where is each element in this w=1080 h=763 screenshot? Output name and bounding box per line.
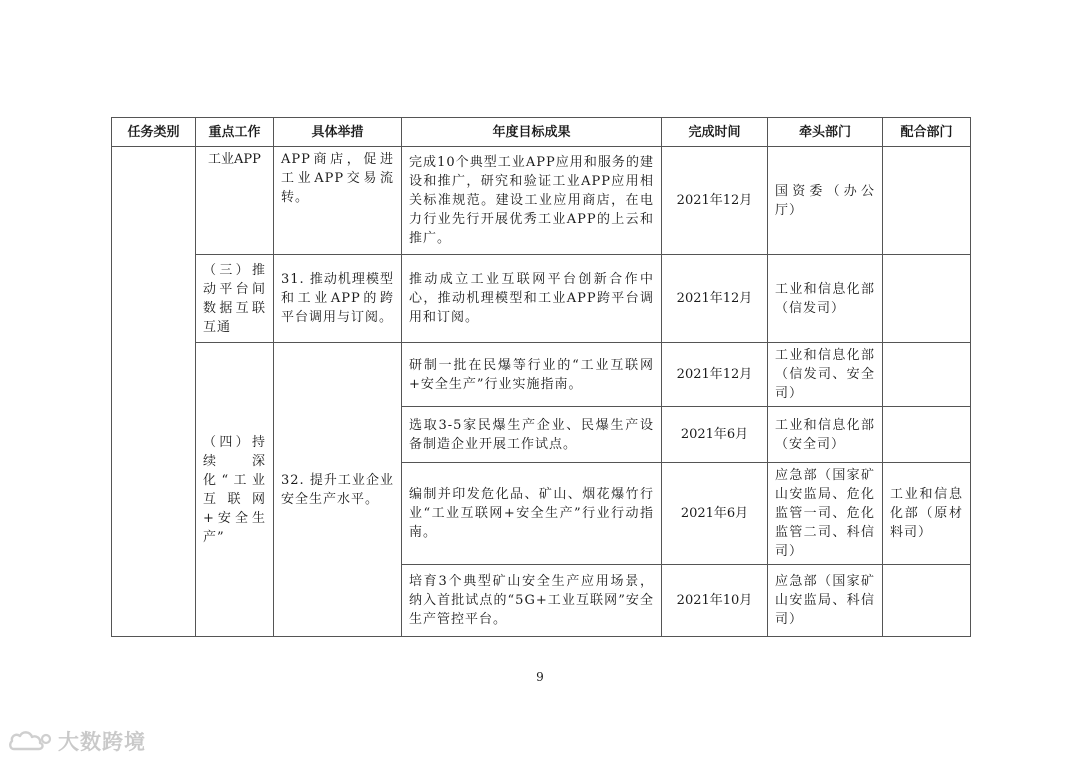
header-annual-goal: 年度目标成果 [402,118,662,147]
header-lead-department: 牵头部门 [768,118,883,147]
coop-dept-cell [883,407,971,463]
lead-dept-cell: 工业和信息化部（信发司） [768,255,883,343]
coop-dept-cell [883,255,971,343]
goal-cell: 推动成立工业互联网平台创新合作中心，推动机理模型和工业APP跨平台调用和订阅。 [402,255,662,343]
watermark-text: 大数跨境 [58,730,146,754]
table-row [112,255,971,343]
lead-dept-cell: 应急部（国家矿山安监局、危化监管一司、危化监管二司、科信司） [768,463,883,565]
task-table [111,117,971,637]
time-cell: 2021年12月 [662,343,768,407]
watermark [8,726,146,756]
time-cell: 2021年12月 [662,147,768,255]
goal-cell: 研制一批在民爆等行业的“工业互联网+安全生产”行业实施指南。 [402,343,662,407]
key-work-cell: （三）推动平台间数据互联互通 [196,255,274,343]
key-work-cell: 工业APP [196,147,274,255]
table-row [112,147,971,255]
lead-dept-cell: 国资委（办公厅） [768,147,883,255]
lead-dept-cell: 工业和信息化部（信发司、安全司） [768,343,883,407]
goal-cell: 选取3-5家民爆生产企业、民爆生产设备制造企业开展工作试点。 [402,407,662,463]
header-key-work: 重点工作 [196,118,274,147]
coop-dept-cell [883,147,971,255]
cloud-logo-icon [8,727,54,755]
coop-dept-cell [883,343,971,407]
task-category-cell [112,147,196,637]
measure-cell: 31. 推动机理模型和工业APP的跨平台调用与订阅。 [274,255,402,343]
header-task-category: 任务类别 [112,118,196,147]
coop-dept-cell: 工业和信息化部（原材料司） [883,463,971,565]
table-row [112,343,971,407]
time-cell: 2021年12月 [662,255,768,343]
lead-dept-cell: 工业和信息化部（安全司） [768,407,883,463]
key-work-cell: （四）持续深化“工业互联网+安全生产” [196,343,274,637]
goal-cell: 完成10个典型工业APP应用和服务的建设和推广，研究和验证工业APP应用相关标准规范。建设工业应用商店，在电力行业先行开展优秀工业APP的上云和推广。 [402,147,662,255]
header-completion-time: 完成时间 [662,118,768,147]
lead-dept-cell: 应急部（国家矿山安监局、科信司） [768,565,883,637]
header-coop-department: 配合部门 [883,118,971,147]
time-cell: 2021年6月 [662,463,768,565]
page-number: 9 [536,670,544,684]
time-cell: 2021年6月 [662,407,768,463]
coop-dept-cell [883,565,971,637]
header-measures: 具体举措 [274,118,402,147]
goal-cell: 培育3个典型矿山安全生产应用场景，纳入首批试点的“5G+工业互联网”安全生产管控平台。 [402,565,662,637]
measure-cell: 32. 提升工业企业安全生产水平。 [274,343,402,637]
time-cell: 2021年10月 [662,565,768,637]
goal-cell: 编制并印发危化品、矿山、烟花爆竹行业“工业互联网+安全生产”行业行动指南。 [402,463,662,565]
header-row [112,118,971,147]
measure-cell: APP商店，促进工业APP交易流转。 [274,147,402,255]
